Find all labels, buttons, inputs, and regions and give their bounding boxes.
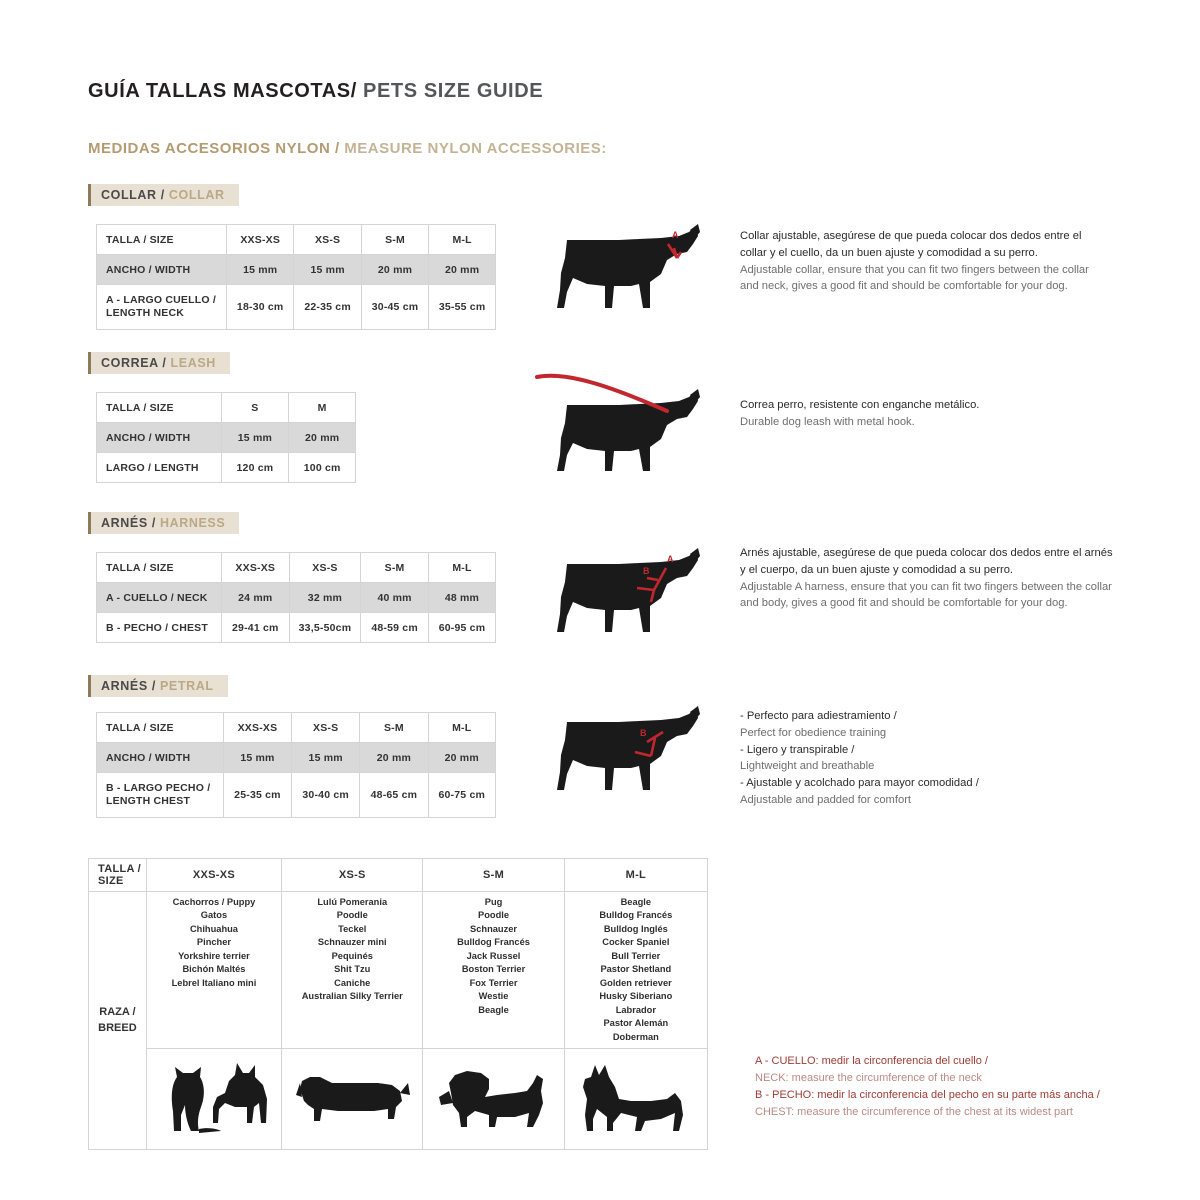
col-header-s-m: S-M xyxy=(361,225,428,255)
measure-note-neck-en: NECK: measure the circumference of the neck xyxy=(755,1072,982,1085)
cell: 18-30 cm xyxy=(227,285,294,330)
measure-note xyxy=(755,1053,1155,1121)
col-header-xs-s: XS-S xyxy=(292,713,360,743)
page-title-en: PETS SIZE GUIDE xyxy=(356,80,544,102)
cell: 120 cm xyxy=(221,453,289,483)
breed-cell-xxs-xs xyxy=(146,892,281,1049)
marker-a-label: A xyxy=(667,554,674,564)
cell: 20 mm xyxy=(428,743,496,773)
silhouette-m-l xyxy=(564,1049,707,1150)
bullet-3-en: Adjustable and padded for comfort xyxy=(740,793,912,806)
cell: 60-95 cm xyxy=(428,613,495,643)
cell: 60-75 cm xyxy=(428,773,496,818)
silhouette-xxs-xs xyxy=(146,1049,281,1150)
dog-illustration-petral xyxy=(527,698,707,810)
silhouette-s-m xyxy=(423,1049,564,1150)
col-header-size: TALLA / SIZE xyxy=(97,393,222,423)
dog-illustration-harness xyxy=(527,540,707,652)
cell: 20 mm xyxy=(360,743,428,773)
cell: 15 mm xyxy=(227,255,294,285)
col-header-s-m: S-M xyxy=(360,713,428,743)
breed-list-s-m: Pug Poodle Schnauzer Bulldog Francés Jack Russel Boston Terrier Fox Terrier Westie Beagle xyxy=(457,897,530,1015)
bullet-1-en: Perfect for obedience training xyxy=(740,726,887,739)
marker-a-label: A xyxy=(672,230,679,240)
col-header-xxs-xs: XXS-XS xyxy=(227,225,294,255)
section-header-petral xyxy=(88,675,228,697)
section-header-leash xyxy=(88,352,230,374)
description-harness-en: Adjustable A harness, ensure that you can fit two fingers between the collar and body, gives a good fit and should be comfortable for your dog. xyxy=(740,580,1112,610)
row-label-neck: A - CUELLO / NECK xyxy=(97,583,222,613)
section-header-petral-es: ARNÉS / xyxy=(101,679,156,693)
cell: 100 cm xyxy=(289,453,356,483)
page-title xyxy=(88,80,543,103)
measure-note-chest-es: B - PECHO: medir la circonferencia del pecho en su parte más ancha / xyxy=(755,1089,1100,1102)
col-header-s-m: S-M xyxy=(361,553,429,583)
description-leash-es: Correa perro, resistente con enganche metálico. xyxy=(740,399,980,411)
breed-cell-xs-s xyxy=(282,892,423,1049)
col-header-m: M xyxy=(289,393,356,423)
col-header-xxs-xs: XXS-XS xyxy=(146,859,281,892)
table-row xyxy=(97,613,496,643)
breed-cell-m-l xyxy=(564,892,707,1049)
bullet-1-es: - Perfecto para adiestramiento / xyxy=(740,710,897,722)
table-row xyxy=(97,255,496,285)
cell: 48-65 cm xyxy=(360,773,428,818)
marker-b-label: B xyxy=(640,728,647,738)
section-header-leash-en: LEASH xyxy=(166,356,216,370)
cell: 30-45 cm xyxy=(361,285,428,330)
description-leash-en: Durable dog leash with metal hook. xyxy=(740,415,915,428)
cell: 32 mm xyxy=(289,583,361,613)
table-row xyxy=(97,423,356,453)
table-row xyxy=(89,1049,708,1150)
bullet-3-es: - Ajustable y acolchado para mayor comodidad / xyxy=(740,777,979,790)
row-label-width: ANCHO / WIDTH xyxy=(97,423,222,453)
table-leash xyxy=(96,392,356,483)
table-row xyxy=(97,583,496,613)
page-subtitle-en: MEASURE NYLON ACCESSORIES: xyxy=(339,140,607,157)
section-header-harness-en: HARNESS xyxy=(155,516,226,530)
description-harness-es: Arnés ajustable, asegúrese de que pueda colocar dos dedos entre el arnés y el cuerpo, da un buen ajuste y comodidad a su perro. xyxy=(740,547,1113,576)
cell: 15 mm xyxy=(221,423,289,453)
section-header-leash-es: CORREA / xyxy=(101,356,167,370)
table-harness xyxy=(96,552,496,643)
cell: 15 mm xyxy=(294,255,361,285)
measure-note-neck-es: A - CUELLO: medir la circonferencia del cuello / xyxy=(755,1055,988,1067)
table-petral xyxy=(96,712,496,818)
row-label-length-chest: B - LARGO PECHO / LENGTH CHEST xyxy=(97,773,224,818)
page-subtitle-es: MEDIDAS ACCESORIOS NYLON / xyxy=(88,140,340,157)
table-row xyxy=(97,285,496,330)
table-breeds xyxy=(88,858,708,1150)
breed-list-m-l: Beagle Bulldog Francés Bulldog Inglés Cocker Spaniel Bull Terrier Pastor Shetland Golden retriever Husky Siberiano Labrador Pastor Alemán Doberman xyxy=(599,897,673,1042)
col-header-size: TALLA / SIZE xyxy=(97,225,227,255)
section-header-collar-en: COLLAR xyxy=(164,188,225,202)
col-header-xxs-xs: XXS-XS xyxy=(221,553,289,583)
table-row xyxy=(97,453,356,483)
table-row xyxy=(97,773,496,818)
section-header-petral-en: PETRAL xyxy=(155,679,214,693)
col-header-m-l: M-L xyxy=(564,859,707,892)
dog-illustration-leash xyxy=(527,365,707,480)
table-row xyxy=(97,713,496,743)
measure-note-chest-en: CHEST: measure the circumference of the chest at its widest part xyxy=(755,1106,1073,1119)
bullet-2-en: Lightweight and breathable xyxy=(740,760,875,773)
marker-b-label: B xyxy=(643,566,650,576)
cell: 24 mm xyxy=(221,583,289,613)
cell: 29-41 cm xyxy=(221,613,289,643)
table-row xyxy=(89,859,708,892)
col-header-s-m: S-M xyxy=(423,859,564,892)
breed-list-xxs-xs: Cachorros / Puppy Gatos Chihuahua Pincher Yorkshire terrier Bichón Maltés Lebrel Italiano mini xyxy=(171,897,257,988)
section-header-harness xyxy=(88,512,239,534)
cell: 20 mm xyxy=(289,423,356,453)
col-header-size: TALLA / SIZE xyxy=(97,713,224,743)
table-row xyxy=(89,892,708,1049)
description-collar-en: Adjustable collar, ensure that you can fit two fingers between the collar and neck, gives a good fit and should be comfortable for your dog. xyxy=(740,263,1089,293)
cell: 15 mm xyxy=(292,743,360,773)
row-label-length: LARGO / LENGTH xyxy=(97,453,222,483)
cell: 30-40 cm xyxy=(292,773,360,818)
col-header-m-l: M-L xyxy=(429,225,496,255)
table-row xyxy=(97,393,356,423)
row-label-width: ANCHO / WIDTH xyxy=(97,743,224,773)
row-label-chest: B - PECHO / CHEST xyxy=(97,613,222,643)
cell: 48-59 cm xyxy=(361,613,429,643)
row-label-width: ANCHO / WIDTH xyxy=(97,255,227,285)
page-title-es: GUÍA TALLAS MASCOTAS/ xyxy=(88,80,357,102)
row-label-length-neck: A - LARGO CUELLO / LENGTH NECK xyxy=(97,285,227,330)
section-header-collar-es: COLLAR / xyxy=(101,188,165,202)
col-header-xs-s: XS-S xyxy=(282,859,423,892)
breed-list-xs-s: Lulú Pomerania Poodle Teckel Schnauzer mini Pequinés Shit Tzu Caniche Australian Silky Terrier xyxy=(301,897,403,1002)
table-row xyxy=(97,225,496,255)
silhouette-xs-s xyxy=(282,1049,423,1150)
description-collar xyxy=(740,228,1110,295)
row-label-breed: RAZA / BREED xyxy=(89,892,147,1150)
cell: 22-35 cm xyxy=(294,285,361,330)
section-header-collar xyxy=(88,184,239,206)
bullets-petral xyxy=(740,708,1120,809)
col-header-size: TALLA / SIZE xyxy=(89,859,147,892)
cell: 40 mm xyxy=(361,583,429,613)
cell: 35-55 cm xyxy=(429,285,496,330)
col-header-size: TALLA / SIZE xyxy=(97,553,222,583)
col-header-xxs-xs: XXS-XS xyxy=(223,713,291,743)
description-harness xyxy=(740,545,1120,612)
description-leash xyxy=(740,397,1120,431)
cell: 20 mm xyxy=(361,255,428,285)
cell: 48 mm xyxy=(428,583,495,613)
page-subtitle xyxy=(88,140,607,157)
bullet-2-es: - Ligero y transpirable / xyxy=(740,743,855,756)
cell: 25-35 cm xyxy=(223,773,291,818)
col-header-xs-s: XS-S xyxy=(294,225,361,255)
cell: 20 mm xyxy=(429,255,496,285)
table-row xyxy=(97,743,496,773)
cell: 15 mm xyxy=(223,743,291,773)
breed-cell-s-m xyxy=(423,892,564,1049)
description-collar-es: Collar ajustable, asegúrese de que pueda colocar dos dedos entre el collar y el cuello, da un buen ajuste y comodidad a su perro. xyxy=(740,230,1082,259)
col-header-m-l: M-L xyxy=(428,553,495,583)
dog-illustration-collar xyxy=(527,218,707,328)
table-row xyxy=(97,553,496,583)
col-header-m-l: M-L xyxy=(428,713,496,743)
col-header-s: S xyxy=(221,393,289,423)
section-header-harness-es: ARNÉS / xyxy=(101,516,156,530)
cell: 33,5-50cm xyxy=(289,613,361,643)
table-collar xyxy=(96,224,496,330)
col-header-xs-s: XS-S xyxy=(289,553,361,583)
